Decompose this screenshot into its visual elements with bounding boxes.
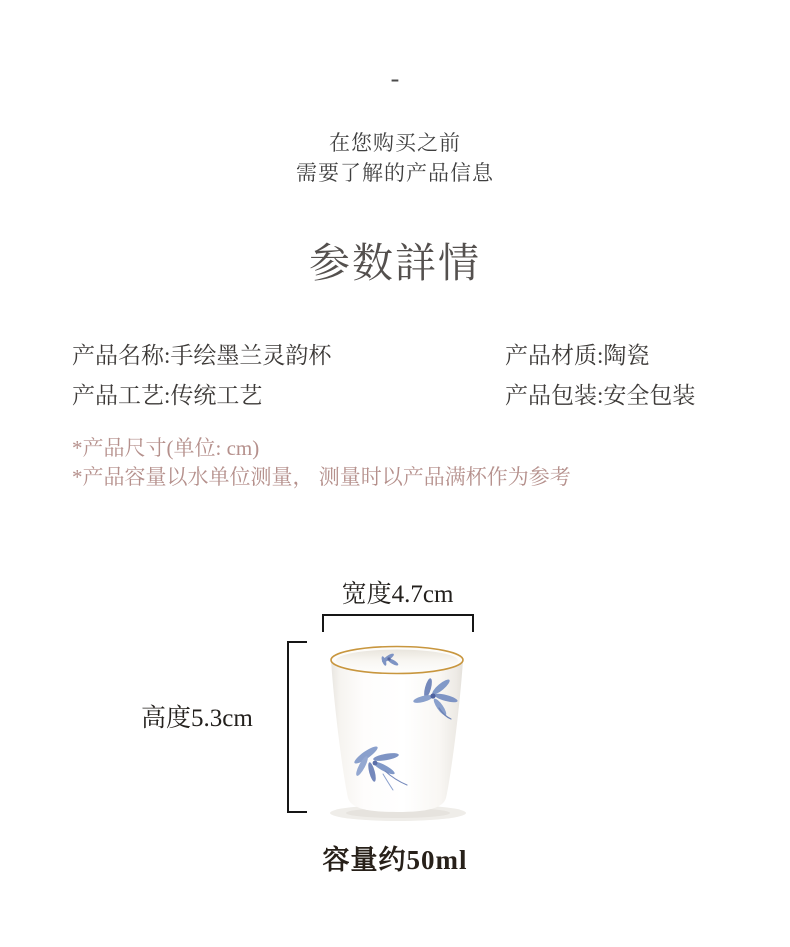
spec-material-value: 陶瓷 <box>603 343 650 368</box>
spec-craft-value: 传统工艺 <box>170 383 263 408</box>
width-dimension-label: 宽度4.7cm <box>341 581 454 608</box>
size-unit-note: *产品尺寸(单位: cm) <box>72 436 260 460</box>
intro-line-1: 在您购买之前 <box>329 131 461 155</box>
width-dimension-bracket <box>322 614 474 632</box>
spec-material-label: 产品材质: <box>505 343 604 368</box>
cup-rim <box>331 647 463 674</box>
spec-packaging <box>505 377 695 410</box>
capacity-measure-note: *产品容量以水单位测量， 测量时以产品满杯作为参考 <box>72 465 571 489</box>
section-title: 参数詳情 <box>309 240 481 286</box>
spec-product-name-value: 手绘墨兰灵韵杯 <box>170 343 332 368</box>
intro-line-2: 需要了解的产品信息 <box>296 161 494 185</box>
product-image-cup <box>300 636 500 831</box>
spec-material <box>505 337 649 370</box>
spec-packaging-value: 安全包装 <box>603 383 696 408</box>
spec-craft-label: 产品工艺: <box>72 383 171 408</box>
spec-product-name-label: 产品名称: <box>72 343 171 368</box>
spec-product-name <box>72 337 331 370</box>
height-dimension-label: 高度5.3cm <box>141 705 253 732</box>
spec-packaging-label: 产品包装: <box>505 383 604 408</box>
spec-craft <box>72 377 262 410</box>
divider-dash: - <box>390 64 400 93</box>
capacity-label: 容量约50ml <box>322 845 468 875</box>
